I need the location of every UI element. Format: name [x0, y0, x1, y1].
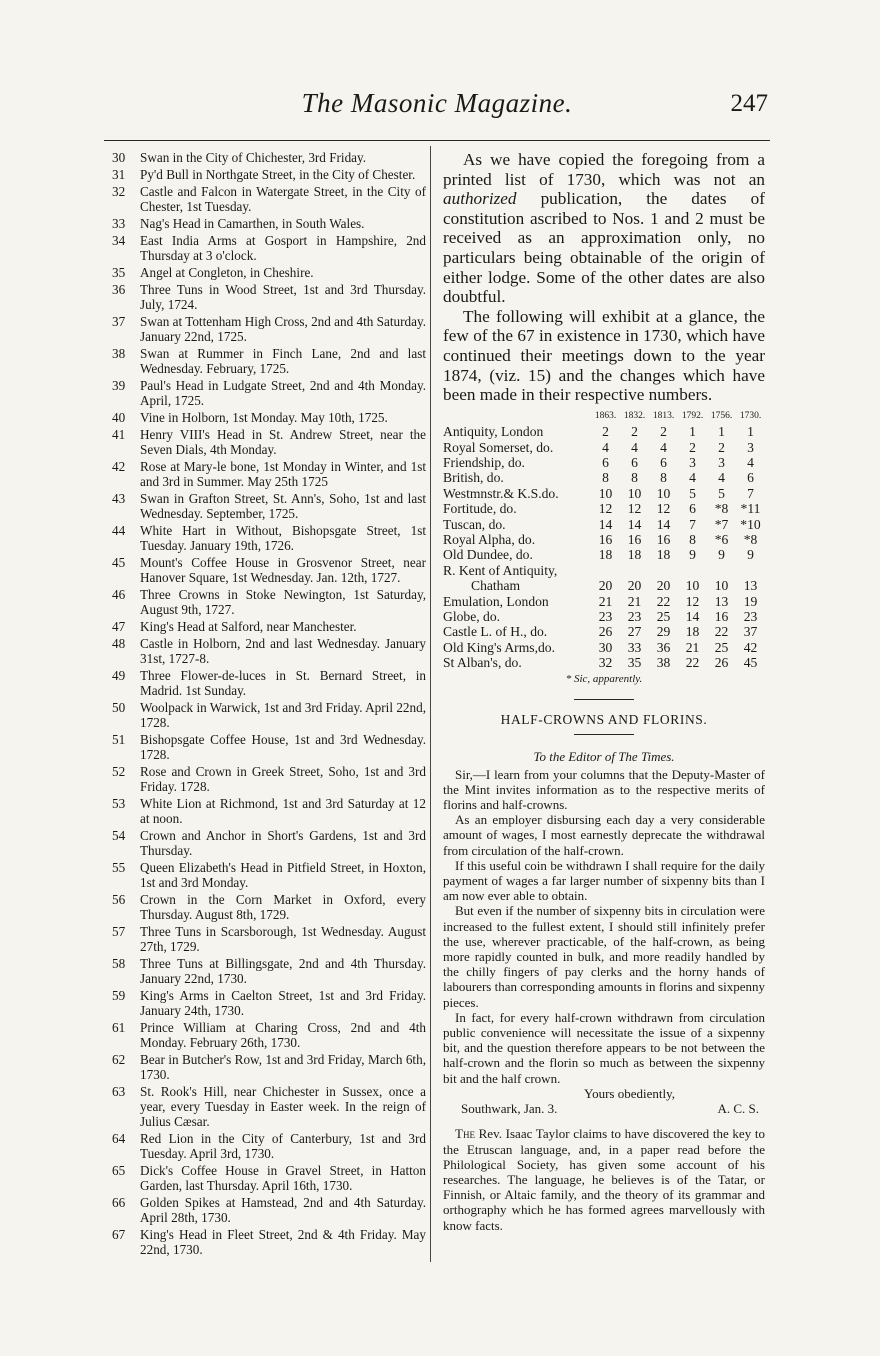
- lodge-number: 65: [112, 1163, 126, 1178]
- lodge-description: Three Tuns in Wood Street, 1st and 3rd Thursday. July, 1724.: [140, 282, 426, 312]
- lodge-name-cell: Royal Somerset, do.: [443, 439, 554, 455]
- lodge-number: 56: [112, 892, 126, 907]
- number-cell: 20: [627, 578, 642, 594]
- lodge-description: Crown in the Corn Market in Oxford, every Thursday. August 8th, 1729.: [140, 892, 426, 922]
- year-header: 1756.: [710, 410, 733, 421]
- number-cell: 25: [714, 639, 729, 655]
- lodge-number: 67: [112, 1227, 126, 1242]
- number-cell: 8: [631, 470, 638, 486]
- lodge-number: 52: [112, 764, 126, 779]
- number-cell: 6: [747, 470, 754, 486]
- year-header: 1730.: [739, 410, 762, 421]
- lodge-entry: [104, 233, 426, 263]
- number-cell: 3: [747, 439, 754, 455]
- lodge-name-cell: Old King's Arms,do.: [443, 639, 555, 655]
- lodge-description: Bear in Butcher's Row, 1st and 3rd Friday, March 6th, 1730.: [140, 1052, 426, 1082]
- number-cell: 42: [743, 639, 758, 655]
- lodge-entry: [104, 167, 426, 182]
- number-cell: 2: [689, 439, 696, 455]
- number-cell: 20: [598, 578, 613, 594]
- number-cell: 27: [627, 624, 642, 640]
- number-cell: 33: [627, 639, 642, 655]
- lodge-entry: [104, 1195, 426, 1225]
- column-divider: [430, 146, 431, 1262]
- number-cell: *6: [714, 531, 729, 547]
- number-cell: 6: [689, 501, 696, 517]
- lodge-entry: [104, 924, 426, 954]
- lodge-description: Crown and Anchor in Short's Gardens, 1st and 3rd Thursday.: [140, 828, 426, 858]
- number-cell: 21: [598, 593, 613, 609]
- lodge-number: 42: [112, 459, 126, 474]
- table-row: [443, 640, 765, 655]
- lodge-name-cell: Westmnstr.& K.S.do.: [443, 485, 559, 501]
- lodge-description: East India Arms at Gosport in Hampshire, 2nd Thursday at 3 o'clock.: [140, 233, 426, 263]
- lodge-name-cell: Chatham: [471, 578, 521, 594]
- table-row: [443, 532, 765, 547]
- lodge-description: Paul's Head in Ludgate Street, 2nd and 4th Monday. April, 1725.: [140, 378, 426, 408]
- table-row: [443, 578, 765, 593]
- number-cell: 12: [685, 593, 700, 609]
- number-cell: 4: [747, 454, 754, 470]
- lodge-number: 57: [112, 924, 126, 939]
- lodge-entry: [104, 150, 426, 165]
- number-cell: 18: [656, 547, 671, 563]
- table-row: [443, 594, 765, 609]
- lodge-description: Mount's Coffee House in Grosvenor Street, near Hanover Square, 1st Wednesday. Jan. 12th, 1727.: [140, 555, 426, 585]
- number-cell: 23: [627, 609, 642, 624]
- number-cell: 13: [743, 578, 758, 594]
- number-cell: 36: [656, 639, 671, 655]
- lodge-description: Henry VIII's Head in St. Andrew Street, near the Seven Dials, 4th Monday.: [140, 427, 426, 457]
- lodge-name-cell: British, do.: [443, 470, 504, 486]
- number-cell: 10: [627, 485, 642, 501]
- number-cell: 6: [602, 454, 609, 470]
- letter-paragraph: If this useful coin be withdrawn I shall require for the daily payment of wages a far larger number of sixpenny bits than I am now ever able to obtain.: [443, 857, 765, 904]
- lodge-description: Rose and Crown in Greek Street, Soho, 1st and 3rd Friday. 1728.: [140, 764, 426, 794]
- lodge-number: 41: [112, 427, 126, 442]
- lodge-description: St. Rook's Hill, near Chichester in Sussex, once a year, every Tuesday in Easter week. In the reign of Julius Cæsar.: [140, 1084, 426, 1129]
- lodge-entry: [104, 1052, 426, 1082]
- table-row: [443, 624, 765, 639]
- number-cell: 16: [598, 531, 613, 547]
- number-cell: 4: [689, 470, 696, 486]
- lodge-description: Castle and Falcon in Watergate Street, in the City of Chester, 1st Tuesday.: [140, 184, 426, 214]
- lodge-number: 40: [112, 410, 126, 425]
- page-number: 247: [730, 90, 768, 117]
- number-cell: 14: [685, 609, 700, 624]
- lodge-number: 31: [112, 167, 126, 182]
- lodge-number: 49: [112, 668, 126, 683]
- number-cell: 10: [656, 485, 671, 501]
- number-cell: 14: [627, 516, 642, 532]
- number-cell: 21: [685, 639, 700, 655]
- lodge-description: King's Head at Salford, near Manchester.: [140, 619, 357, 634]
- number-cell: 9: [718, 547, 725, 563]
- number-cell: 1: [718, 424, 725, 440]
- lodge-description: King's Head in Fleet Street, 2nd & 4th Friday. May 22nd, 1730.: [140, 1227, 426, 1257]
- lodge-entry: [104, 828, 426, 858]
- table-row: [443, 563, 765, 578]
- lodge-number: 34: [112, 233, 126, 248]
- lodge-entry: [104, 265, 426, 280]
- lodge-description: Three Tuns in Scarsborough, 1st Wednesday. August 27th, 1729.: [140, 924, 426, 954]
- running-title: The Masonic Magazine.: [301, 88, 573, 118]
- table-row: [443, 655, 765, 670]
- table-row: [443, 470, 765, 485]
- lodge-entry: [104, 1131, 426, 1161]
- number-cell: 30: [598, 639, 613, 655]
- lodge-description: Angel at Congleton, in Cheshire.: [140, 265, 314, 280]
- table-row: [443, 609, 765, 624]
- intro-paragraph: As we have copied the foregoing from a printed list of 1730, which was not an authorized publication, the dates of constitution ascribed to Nos. 1 and 2 must be received as an approximation only, no particulars being obtainable of the origin of either lodge. Some of the other dates are also doubtful.: [443, 150, 765, 307]
- right-column: [443, 150, 765, 1233]
- number-cell: 8: [689, 531, 696, 547]
- lodge-number: 47: [112, 619, 126, 634]
- lead-word: The: [455, 1126, 475, 1142]
- lodge-number: 46: [112, 587, 126, 602]
- lodge-description: Swan in the City of Chichester, 3rd Friday.: [140, 150, 367, 165]
- lodge-number: 44: [112, 523, 126, 538]
- lodge-description: Queen Elizabeth's Head in Pitfield Street, in Hoxton, 1st and 3rd Monday.: [140, 860, 426, 890]
- lodge-name-cell: Royal Alpha, do.: [443, 531, 536, 547]
- number-cell: 8: [660, 470, 667, 486]
- number-cell: 14: [598, 516, 613, 532]
- table-footnote: * Sic, apparently.: [565, 672, 643, 685]
- lodge-description: King's Arms in Caelton Street, 1st and 3rd Friday. January 24th, 1730.: [140, 988, 426, 1018]
- year-header: 1832.: [623, 410, 646, 421]
- number-cell: 4: [631, 439, 638, 455]
- lodge-name-cell: Fortitude, do.: [443, 501, 517, 517]
- number-cell: 22: [656, 593, 671, 609]
- number-cell: 3: [718, 454, 725, 470]
- lodge-number-table: [443, 409, 765, 671]
- year-header: 1863.: [594, 410, 617, 421]
- lodge-number: 35: [112, 265, 126, 280]
- number-cell: 2: [631, 424, 638, 440]
- place-date: Southwark, Jan. 3.: [461, 1101, 558, 1117]
- lodge-description: Py'd Bull in Northgate Street, in the City of Chester.: [140, 167, 416, 182]
- table-row: [443, 424, 765, 439]
- lodge-entry: [104, 700, 426, 730]
- table-row: [443, 486, 765, 501]
- lodge-entry: [104, 1227, 426, 1257]
- number-cell: 1: [747, 424, 754, 440]
- lodge-description: Three Crowns in Stoke Newington, 1st Saturday, August 9th, 1727.: [140, 587, 426, 617]
- lodge-number: 53: [112, 796, 126, 811]
- lodge-number: 55: [112, 860, 126, 875]
- sign-off: Yours obediently,: [583, 1085, 675, 1101]
- lodge-number: 61: [112, 1020, 126, 1035]
- number-cell: 45: [743, 655, 758, 671]
- lodge-number: 54: [112, 828, 126, 843]
- lodge-entry: [104, 892, 426, 922]
- year-header: 1792.: [681, 410, 704, 421]
- lodge-number: 51: [112, 732, 126, 747]
- letter-address: To the Editor of The Times.: [533, 748, 675, 764]
- lodge-number: 48: [112, 636, 126, 651]
- number-cell: 26: [598, 624, 613, 640]
- lodge-description: Dick's Coffee House in Gravel Street, in Hatton Garden, last Thursday. April 16th, 1730.: [140, 1163, 426, 1193]
- lodge-name-cell: Castle L. of H., do.: [443, 624, 548, 640]
- lodge-number: 59: [112, 988, 126, 1003]
- lodge-description: Nag's Head in Camarthen, in South Wales.: [140, 216, 365, 231]
- lodge-description: Castle in Holborn, 2nd and last Wednesday. January 31st, 1727-8.: [140, 636, 426, 666]
- number-cell: *7: [714, 516, 729, 532]
- lodge-entry: [104, 216, 426, 231]
- lodge-entry: [104, 346, 426, 376]
- year-header-row: [443, 409, 765, 424]
- number-cell: 18: [685, 624, 700, 640]
- closing-paragraph: [443, 1126, 765, 1232]
- lodge-entry: [104, 491, 426, 521]
- number-cell: 18: [627, 547, 642, 563]
- number-cell: 16: [656, 531, 671, 547]
- letter-paragraph: But even if the number of sixpenny bits in circulation were increased to the fullest extent, I should still infinitely prefer the use, wherever practicable, of the half-crown, as being more rapidly counted in bulk, and more readily handled by the chilly fingers of pay clerks and the horny hands of labourers than corresponding amounts in florins and sixpenny pieces.: [443, 903, 765, 1010]
- section-title: HALF-CROWNS AND FLORINS.: [500, 711, 708, 727]
- lodge-number: 33: [112, 216, 126, 231]
- lodge-name-cell: Old Dundee, do.: [443, 547, 533, 563]
- lodge-list: [104, 150, 426, 1259]
- number-cell: 25: [656, 609, 671, 624]
- number-cell: *10: [740, 516, 761, 532]
- number-cell: 23: [743, 609, 758, 624]
- closing-text: Rev. Isaac Taylor claims to have discovered the key to the Etruscan language, and, in a paper read before the Philological Society, has given some account of his researches. The language, he believes is of the Tatar, or Finnish, or Altaic family, and the theory of its grammar and orthography which he has formed agrees marvellously with know facts.: [443, 1126, 765, 1233]
- short-rule: [574, 734, 634, 735]
- lodge-entry: [104, 523, 426, 553]
- number-cell: 2: [718, 439, 725, 455]
- number-cell: 13: [714, 593, 729, 609]
- number-cell: 1: [689, 424, 696, 440]
- lodge-description: Swan in Grafton Street, St. Ann's, Soho, 1st and last Wednesday. September, 1725.: [140, 491, 426, 521]
- number-cell: 7: [689, 516, 696, 532]
- number-cell: 37: [743, 624, 758, 640]
- number-cell: *11: [740, 501, 761, 517]
- lodge-entry: [104, 619, 426, 634]
- number-cell: 12: [598, 501, 613, 517]
- lodge-description: Golden Spikes at Hamstead, 2nd and 4th Saturday. April 28th, 1730.: [140, 1195, 426, 1225]
- lodge-entry: [104, 184, 426, 214]
- table-row: [443, 455, 765, 470]
- number-cell: 5: [718, 485, 725, 501]
- number-cell: 2: [660, 424, 667, 440]
- lodge-description: Woolpack in Warwick, 1st and 3rd Friday. April 22nd, 1728.: [140, 700, 426, 730]
- number-cell: 21: [627, 593, 642, 609]
- number-cell: 38: [656, 655, 671, 671]
- table-row: [443, 547, 765, 562]
- lodge-description: Rose at Mary-le bone, 1st Monday in Winter, and 1st and 3rd in Summer. May 25th 1725: [140, 459, 426, 489]
- number-cell: 14: [656, 516, 671, 532]
- number-cell: 18: [598, 547, 613, 563]
- header-rule: [104, 140, 770, 141]
- lodge-entry: [104, 427, 426, 457]
- lodge-number: 66: [112, 1195, 126, 1210]
- lodge-number: 32: [112, 184, 126, 199]
- table-row: [443, 440, 765, 455]
- number-cell: 4: [602, 439, 609, 455]
- number-cell: 10: [685, 578, 700, 594]
- number-cell: 20: [656, 578, 671, 594]
- number-cell: 35: [627, 655, 642, 671]
- lodge-name-cell: Globe, do.: [443, 609, 501, 624]
- lodge-entry: [104, 555, 426, 585]
- number-cell: 9: [747, 547, 754, 563]
- lodge-description: Swan at Tottenham High Cross, 2nd and 4th Saturday. January 22nd, 1725.: [140, 314, 426, 344]
- number-cell: 23: [598, 609, 613, 624]
- number-cell: 6: [631, 454, 638, 470]
- signature-line: [443, 1101, 765, 1116]
- lodge-name-cell: St Alban's, do.: [443, 655, 522, 671]
- lodge-entry: [104, 1084, 426, 1129]
- number-cell: 12: [627, 501, 642, 517]
- lodge-description: Red Lion in the City of Canterbury, 1st and 3rd Tuesday. April 3rd, 1730.: [140, 1131, 426, 1161]
- letter-body: [443, 767, 765, 1086]
- lodge-name-cell: Tuscan, do.: [443, 516, 506, 532]
- number-cell: *8: [743, 531, 758, 547]
- number-cell: 16: [714, 609, 729, 624]
- lodge-name-cell: R. Kent of Antiquity,: [443, 562, 558, 578]
- lodge-entry: [104, 459, 426, 489]
- lodge-number: 58: [112, 956, 126, 971]
- number-cell: 19: [743, 593, 758, 609]
- lodge-entry: [104, 587, 426, 617]
- lodge-name-cell: Antiquity, London: [443, 424, 544, 440]
- table-corner: [443, 409, 591, 424]
- signature: A. C. S.: [717, 1101, 759, 1117]
- lodge-number: 36: [112, 282, 126, 297]
- number-cell: 6: [660, 454, 667, 470]
- lodge-number: 38: [112, 346, 126, 361]
- lodge-entry: [104, 410, 426, 425]
- table-row: [443, 517, 765, 532]
- lodge-description: Bishopsgate Coffee House, 1st and 3rd Wednesday. 1728.: [140, 732, 426, 762]
- number-cell: 7: [747, 485, 754, 501]
- number-cell: 5: [689, 485, 696, 501]
- number-cell: 22: [714, 624, 729, 640]
- lodge-entry: [104, 636, 426, 666]
- number-cell: 4: [660, 439, 667, 455]
- lodge-number: 43: [112, 491, 126, 506]
- table-intro-paragraph: The following will exhibit at a glance, the few of the 67 in existence in 1730, which have continued their meetings down to the year 1874, (viz. 15) and the changes which have been made in their respective numbers.: [443, 306, 765, 405]
- number-cell: 9: [689, 547, 696, 563]
- lodge-number: 30: [112, 150, 126, 165]
- letter-paragraph: In fact, for every half-crown withdrawn from circulation public convenience will necessitate the issue of a sixpenny bit, and the question therefore appears to be not between the half-crown and the florin so much as between the sixpenny bit and the half crown.: [443, 1009, 765, 1086]
- lodge-number: 37: [112, 314, 126, 329]
- lodge-entry: [104, 732, 426, 762]
- letter-paragraph: Sir,—I learn from your columns that the Deputy-Master of the Mint invites information as to the respective merits of florins and half-crowns.: [443, 766, 765, 813]
- letter-paragraph: As an employer disbursing each day a very considerable amount of wages, I most earnestly deprecate the withdrawal from circulation of the half-crown.: [443, 812, 765, 858]
- lodge-description: Three Flower-de-luces in St. Bernard Street, in Madrid. 1st Sunday.: [140, 668, 426, 698]
- number-cell: 29: [656, 624, 671, 640]
- lodge-entry: [104, 378, 426, 408]
- lodge-number: 45: [112, 555, 126, 570]
- short-rule: [574, 699, 634, 700]
- number-cell: 8: [602, 470, 609, 486]
- lodge-description: White Lion at Richmond, 1st and 3rd Saturday at 12 at noon.: [140, 796, 426, 826]
- lodge-number: 39: [112, 378, 126, 393]
- lodge-entry: [104, 282, 426, 312]
- lodge-entry: [104, 764, 426, 794]
- number-cell: 4: [718, 470, 725, 486]
- number-cell: 10: [714, 578, 729, 594]
- number-cell: 32: [598, 655, 613, 671]
- page-header: [104, 84, 770, 134]
- lodge-entry: [104, 956, 426, 986]
- number-cell: 12: [656, 501, 671, 517]
- number-cell: 16: [627, 531, 642, 547]
- lodge-description: Prince William at Charing Cross, 2nd and 4th Monday. February 26th, 1730.: [140, 1020, 426, 1050]
- number-cell: 22: [685, 655, 700, 671]
- lodge-description: Swan at Rummer in Finch Lane, 2nd and last Wednesday. February, 1725.: [140, 346, 426, 376]
- lodge-entry: [104, 796, 426, 826]
- lodge-entry: [104, 668, 426, 698]
- lodge-entry: [104, 860, 426, 890]
- lodge-description: Vine in Holborn, 1st Monday. May 10th, 1725.: [140, 410, 388, 425]
- lodge-number: 63: [112, 1084, 126, 1099]
- table-row: [443, 501, 765, 516]
- lodge-description: Three Tuns at Billingsgate, 2nd and 4th Thursday. January 22nd, 1730.: [140, 956, 426, 986]
- lodge-name-cell: Friendship, do.: [443, 454, 525, 470]
- lodge-entry: [104, 314, 426, 344]
- lodge-number: 50: [112, 700, 126, 715]
- lodge-entry: [104, 988, 426, 1018]
- year-header: 1813.: [652, 410, 675, 421]
- number-cell: *8: [714, 501, 729, 517]
- lodge-entry: [104, 1163, 426, 1193]
- number-cell: 10: [598, 485, 613, 501]
- number-cell: 2: [602, 424, 609, 440]
- lodge-number: 62: [112, 1052, 126, 1067]
- lodge-number: 64: [112, 1131, 126, 1146]
- lodge-entry: [104, 1020, 426, 1050]
- lodge-description: White Hart in Without, Bishopsgate Street, 1st Tuesday. January 19th, 1726.: [140, 523, 426, 553]
- number-cell: 26: [714, 655, 729, 671]
- number-cell: 3: [689, 454, 696, 470]
- lodge-name-cell: Emulation, London: [443, 593, 549, 609]
